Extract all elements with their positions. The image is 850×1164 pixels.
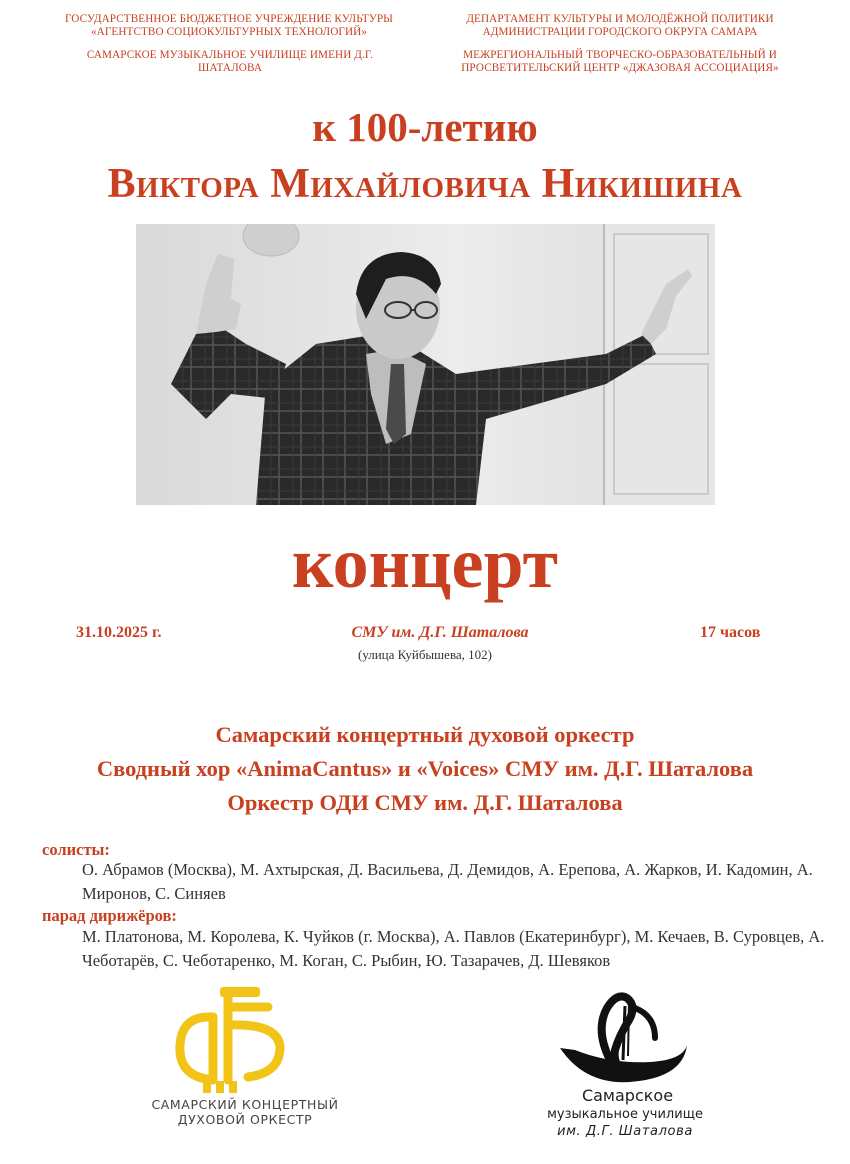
- header-org-left-2: САМАРСКОЕ МУЗЫКАЛЬНОЕ УЧИЛИЩЕ ИМЕНИ Д.Г. ШАТАЛОВА: [86, 49, 374, 74]
- soloists-list: О. Абрамов (Москва), М. Ахтырская, Д. Васильева, Д. Демидов, А. Ерепова, А. Жарков, И. Кадомин, А. Миронов, С. Синяев: [82, 860, 813, 903]
- conductors-label: парад дирижёров:: [42, 906, 177, 925]
- event-address: (улица Куйбышева, 102): [357, 647, 493, 662]
- performer-line: Оркестр ОДИ СМУ им. Д.Г. Шаталова: [227, 790, 623, 815]
- event-time: 17 часов: [700, 624, 761, 641]
- soloists-label: солисты:: [42, 840, 110, 859]
- header-org-left-1: ГОСУДАРСТВЕННОЕ БЮДЖЕТНОЕ УЧРЕЖДЕНИЕ КУЛЬТУРЫ «АГЕНТСТВО СОЦИОКУЛЬТУРНЫХ ТЕХНОЛОГИЙ»: [64, 13, 394, 38]
- header-org-right-2: МЕЖРЕГИОНАЛЬНЫЙ ТВОРЧЕСКО-ОБРАЗОВАТЕЛЬНЫЙ И ПРОСВЕТИТЕЛЬСКИЙ ЦЕНТР «ДЖАЗОВАЯ АССОЦИАЦИЯ»: [461, 49, 779, 74]
- music-school-logo-icon: [555, 990, 695, 1085]
- event-date: 31.10.2025 г.: [76, 624, 162, 641]
- event-venue: СМУ им. Д.Г. Шаталова: [351, 624, 529, 641]
- conductors-list: М. Платонова, М. Королева, К. Чуйков (г. Москва), А. Павлов (Екатеринбург), М. Кечаев, В. Суровцев, А. Чеботарёв, С. Чеботаренко, М. Коган, С. Рыбин, Ю. Тазарачев, Д. Шевяков: [82, 927, 825, 970]
- title-name: Виктора Михайловича Никишина: [107, 161, 743, 207]
- performer-line: Самарский концертный духовой оркестр: [215, 722, 635, 747]
- header-org-right-1: ДЕПАРТАМЕНТ КУЛЬТУРЫ И МОЛОДЁЖНОЙ ПОЛИТИКИ АДМИНИСТРАЦИИ ГОРОДСКОГО ОКРУГА САМАРА: [466, 13, 774, 38]
- title-anniversary: к 100-летию: [312, 104, 538, 150]
- event-type-heading: концерт: [292, 523, 558, 603]
- music-school-logo-subtitle: музыкальное училище: [547, 1107, 703, 1122]
- music-school-logo-name: им. Д.Г. Шаталова: [557, 1124, 693, 1139]
- performer-line: Сводный хор «AnimaCantus» и «Voices» СМУ им. Д.Г. Шаталова: [96, 756, 754, 781]
- conductor-photo: [136, 224, 715, 505]
- orchestra-logo-icon: [168, 985, 298, 1095]
- music-school-logo-title: Самарское: [581, 1086, 674, 1105]
- orchestra-logo-text: САМАРСКИЙ КОНЦЕРТНЫЙ ДУХОВОЙ ОРКЕСТР: [151, 1097, 339, 1127]
